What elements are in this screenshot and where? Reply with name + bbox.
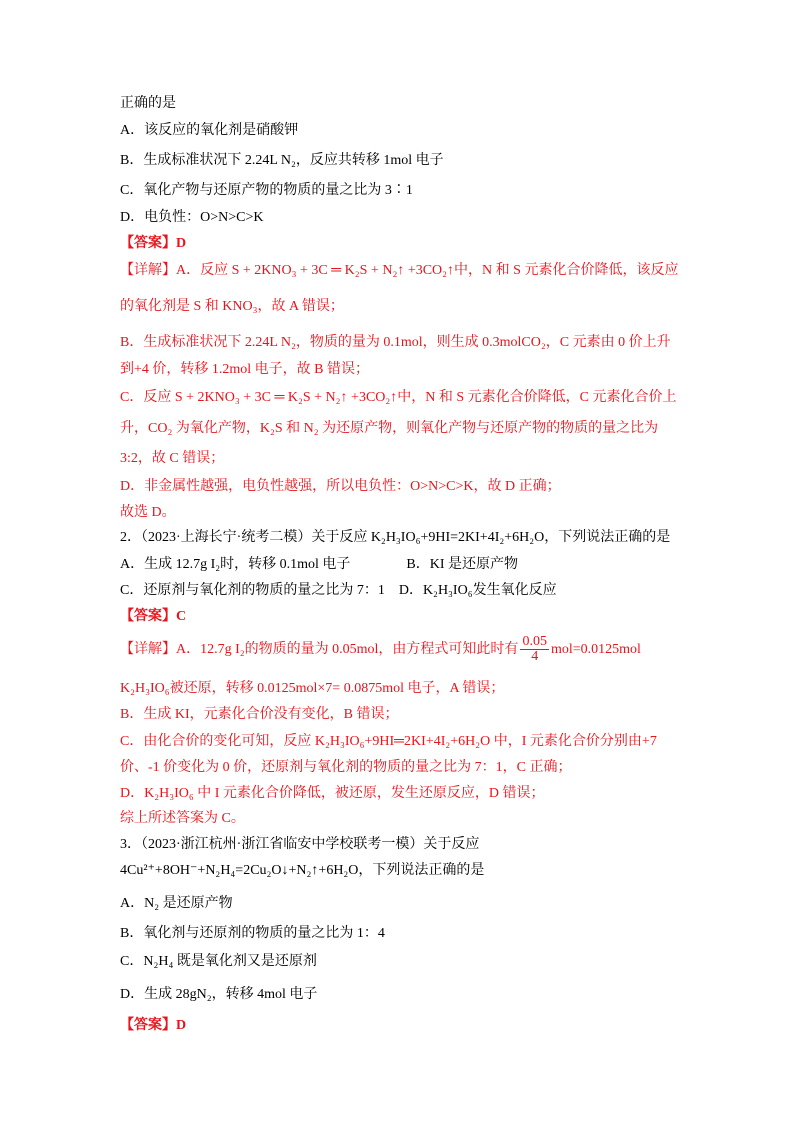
option-d: D．电负性：O>N>C>K — [120, 210, 264, 225]
option-b: B．生成标准状况下 2.24L N₂，反应共转移 1mol 电子 — [120, 153, 444, 168]
explanation-line: D．K₂H₃IO₆ 中 I 元素化合价降低，被还原，发生还原反应，D 错误； — [120, 786, 545, 801]
explanation-line: C．反应 S + 2KNO₃ + 3C ═ K₂S + N₂↑ +3CO₂↑中，N 和 S 元素化合价降低，C 元素化合价上 — [120, 390, 677, 405]
question-3-equation: 4Cu²⁺+8OH⁻+N₂H₄=2Cu₂O↓+N₂↑+6H₂O，下列说法正确的是 — [120, 863, 485, 878]
explanation-line: B．生成标准状况下 2.24L N₂，物质的量为 0.1mol，则生成 0.3molCO₂，C 元素由 0 价上升 — [120, 335, 671, 350]
option-a: A．N₂ 是还原产物 — [120, 896, 233, 911]
question-3-stem: 3．（2023·浙江杭州·浙江省临安中学校联考一模）关于反应 — [120, 837, 480, 852]
answer-label: 【答案】D — [120, 236, 187, 251]
explanation-line: 【详解】A．反应 S + 2KNO₃ + 3C ═ K₂S + N₂↑ +3CO₂↑中，N 和 S 元素化合价降低，该反应 — [120, 263, 679, 278]
option-c: C．N₂H₄ 既是氧化剂又是还原剂 — [120, 954, 317, 969]
explanation-text: mol=0.0125mol — [550, 642, 641, 657]
fraction-numerator: 0.05 — [522, 634, 547, 650]
option-a: A．该反应的氧化剂是硝酸钾 — [120, 123, 299, 138]
option-b: B．氧化剂与还原剂的物质的量之比为 1：4 — [120, 926, 385, 941]
answer-label: 【答案】D — [120, 1018, 187, 1033]
explanation-text: 【详解】A．12.7g I₂的物质的量为 0.05mol，由方程式可知此时有 — [120, 642, 519, 657]
explanation-line — [120, 635, 641, 665]
fraction-denominator: 4 — [531, 649, 539, 665]
option-c: C．氧化产物与还原产物的物质的量之比为 3∶1 — [120, 183, 413, 198]
question-2-stem: 2．（2023·上海长宁·统考二模）关于反应 K₂H₃IO₆+9HI=2KI+4I₂+6H₂O，下列说法正确的是 — [120, 530, 671, 545]
explanation-line: 到+4 价，转移 1.2mol 电子，故 B 错误； — [120, 362, 370, 377]
explanation-line: 3:2，故 C 错误； — [120, 451, 225, 466]
fraction — [520, 635, 549, 664]
answer-label: 【答案】C — [120, 609, 187, 624]
option-d: D．生成 28gN₂，转移 4mol 电子 — [120, 987, 318, 1002]
explanation-line: 综上所述答案为 C。 — [120, 811, 245, 826]
explanation-line: B．生成 KI，元素化合价没有变化，B 错误； — [120, 707, 399, 722]
explanation-line: 故选 D。 — [120, 505, 176, 520]
text-line: 正确的是 — [120, 96, 176, 111]
explanation-line: 价、-1 价变化为 0 价，还原剂与氧化剂的物质的量之比为 7：1，C 正确； — [120, 760, 572, 775]
options-row: C．还原剂与氧化剂的物质的量之比为 7：1 D．K₂H₃IO₆发生氧化反应 — [120, 583, 557, 598]
explanation-line: K₂H₃IO₆被还原，转移 0.0125mol×7= 0.0875mol 电子，A 错误； — [120, 681, 505, 696]
explanation-line: C．由化合价的变化可知，反应 K₂H₃IO₆+9HI═2KI+4I₂+6H₂O 中，I 元素化合价分别由+7 — [120, 734, 657, 749]
explanation-line: 的氧化剂是 S 和 KNO₃，故 A 错误； — [120, 299, 344, 314]
explanation-line: D．非金属性越强，电负性越强，所以电负性：O>N>C>K，故 D 正确； — [120, 479, 561, 494]
options-row: A．生成 12.7g I₂时，转移 0.1mol 电子 B．KI 是还原产物 — [120, 557, 519, 572]
explanation-line: 升，CO₂ 为氧化产物，K₂S 和 N₂ 为还原产物，则氧化产物与还原产物的物质的量之比为 — [120, 421, 659, 436]
